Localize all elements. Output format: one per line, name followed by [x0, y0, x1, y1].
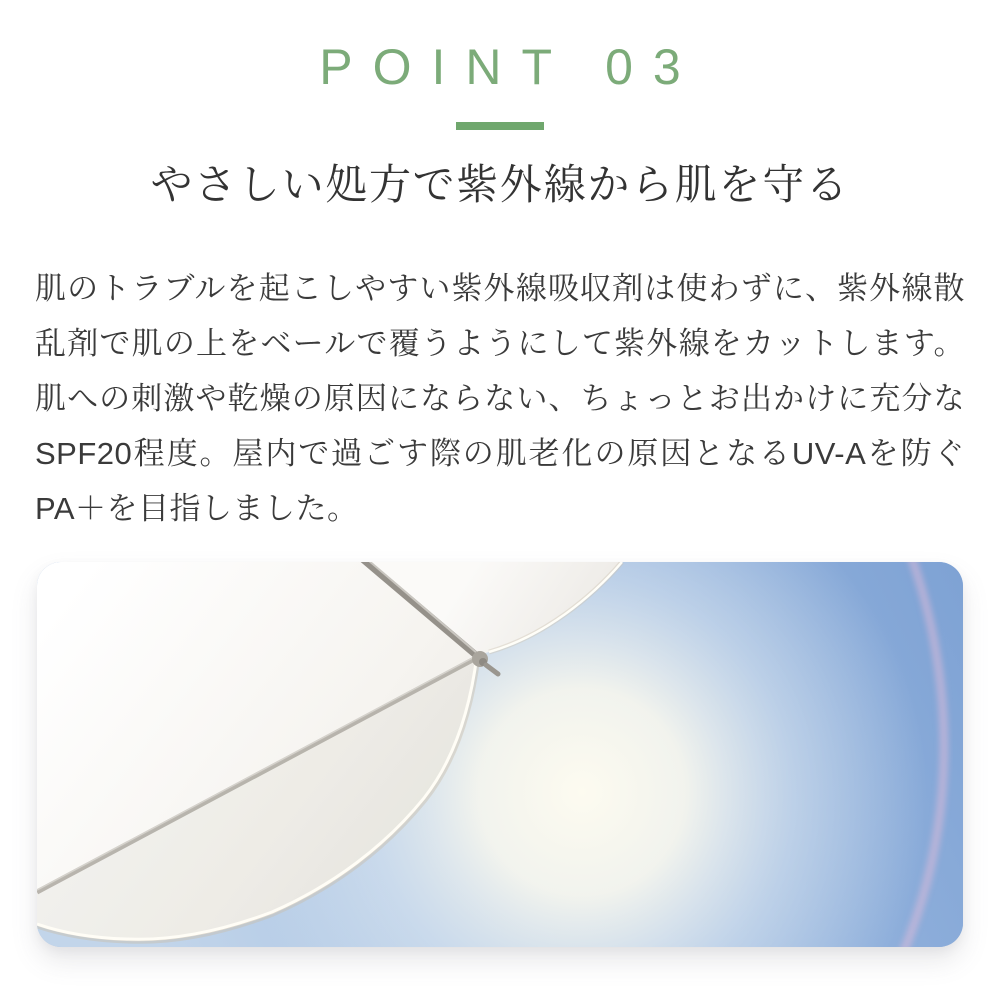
section-title: やさしい処方で紫外線から肌を守る — [150, 163, 850, 209]
point-heading: POINT 03 — [319, 39, 701, 95]
heading-divider — [456, 122, 544, 130]
description-paragraph: 肌のトラブルを起こしやすい紫外線吸収剤は使わずに、紫外線散乱剤で肌の上をベールで覆うようにして紫外線をカットします。肌への刺激や乾燥の原因にならない、ちょっとお出かけに充分なSPF20程度。屋内で過ごす際の肌老化の原因となるUV-Aを防ぐPA＋を目指しました。 — [35, 270, 965, 526]
parasol-sky-photo — [37, 562, 963, 947]
